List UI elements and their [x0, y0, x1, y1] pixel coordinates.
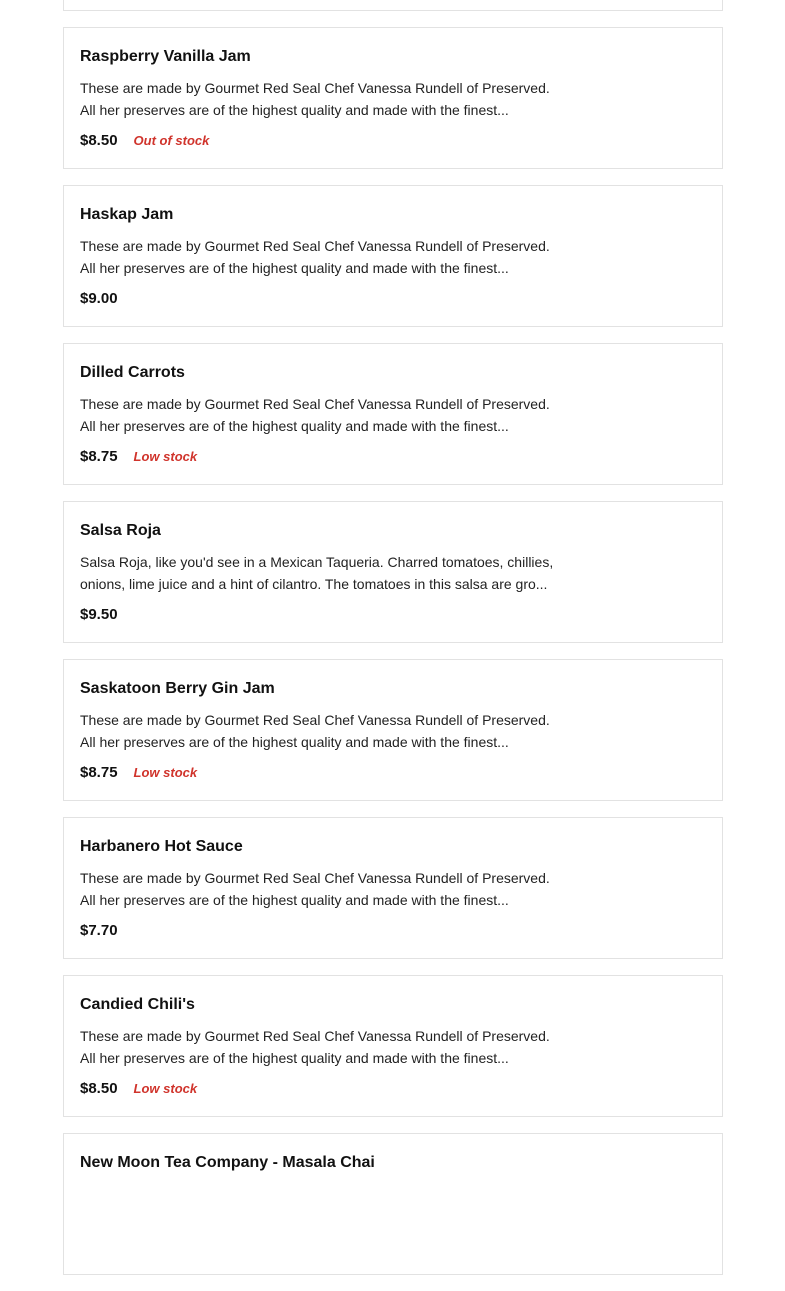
product-description [80, 393, 580, 437]
product-description [80, 77, 580, 121]
product-meta [80, 446, 706, 466]
product-price: $7.70 [80, 921, 118, 939]
product-meta [80, 1236, 706, 1256]
product-name: Raspberry Vanilla Jam [80, 48, 251, 65]
product-description [80, 1183, 580, 1227]
product-price: $8.50 [80, 1079, 118, 1097]
product-description [80, 709, 580, 753]
product-name: Salsa Roja [80, 522, 161, 539]
product-name: Candied Chili's [80, 996, 195, 1013]
product-card[interactable] [63, 27, 723, 169]
product-price: $8.75 [80, 763, 118, 781]
product-name: New Moon Tea Company - Masala Chai [80, 1154, 375, 1171]
product-description-line: These are made by Gourmet Red Seal Chef Vanessa Rundell of Preserved. [80, 870, 550, 886]
product-description [80, 1025, 580, 1069]
product-description-line: These are made by Gourmet Red Seal Chef Vanessa Rundell of Preserved. [80, 712, 550, 728]
product-list [63, 0, 723, 1291]
product-description-line: All her preserves are of the highest quality and made with the finest... [80, 260, 509, 276]
product-description [80, 235, 580, 279]
product-name: Saskatoon Berry Gin Jam [80, 680, 275, 697]
product-price: $9.00 [80, 289, 118, 307]
product-price: $9.50 [80, 605, 118, 623]
product-card[interactable] [63, 0, 723, 11]
product-meta [80, 1078, 706, 1098]
product-description-line: All her preserves are of the highest quality and made with the finest... [80, 102, 509, 118]
product-description-line: All her preserves are of the highest quality and made with the finest... [80, 734, 509, 750]
stock-badge: Low stock [133, 764, 198, 780]
product-card[interactable] [63, 975, 723, 1117]
product-card[interactable] [63, 343, 723, 485]
stock-badge: Low stock [133, 1080, 198, 1096]
product-description-line: All her preserves are of the highest quality and made with the finest... [80, 892, 509, 908]
product-meta [80, 920, 706, 940]
product-name: Haskap Jam [80, 206, 174, 223]
product-description-line: These are made by Gourmet Red Seal Chef Vanessa Rundell of Preserved. [80, 1028, 550, 1044]
product-description-line: Salsa Roja, like you'd see in a Mexican Taqueria. Charred tomatoes, chillies, [80, 554, 554, 570]
product-description [80, 867, 580, 911]
product-description [80, 551, 580, 595]
product-card[interactable] [63, 817, 723, 959]
stock-badge: Out of stock [133, 132, 210, 148]
product-card[interactable] [63, 185, 723, 327]
product-name: Harbanero Hot Sauce [80, 838, 243, 855]
stock-badge: Low stock [133, 448, 198, 464]
product-name: Dilled Carrots [80, 364, 185, 381]
product-meta [80, 130, 706, 150]
product-description-line: These are made by Gourmet Red Seal Chef Vanessa Rundell of Preserved. [80, 238, 550, 254]
product-description-line: All her preserves are of the highest quality and made with the finest... [80, 418, 509, 434]
product-meta [80, 604, 706, 624]
product-description-line: All her preserves are of the highest quality and made with the finest... [80, 1050, 509, 1066]
product-meta [80, 288, 706, 308]
product-card[interactable] [63, 1133, 723, 1275]
product-price: $8.50 [80, 131, 118, 149]
product-description-line: onions, lime juice and a hint of cilantro. The tomatoes in this salsa are gro... [80, 576, 548, 592]
product-card[interactable] [63, 659, 723, 801]
product-description-line: These are made by Gourmet Red Seal Chef Vanessa Rundell of Preserved. [80, 396, 550, 412]
product-card[interactable] [63, 501, 723, 643]
product-meta [80, 762, 706, 782]
product-description-line: These are made by Gourmet Red Seal Chef Vanessa Rundell of Preserved. [80, 80, 550, 96]
product-price: $8.75 [80, 447, 118, 465]
